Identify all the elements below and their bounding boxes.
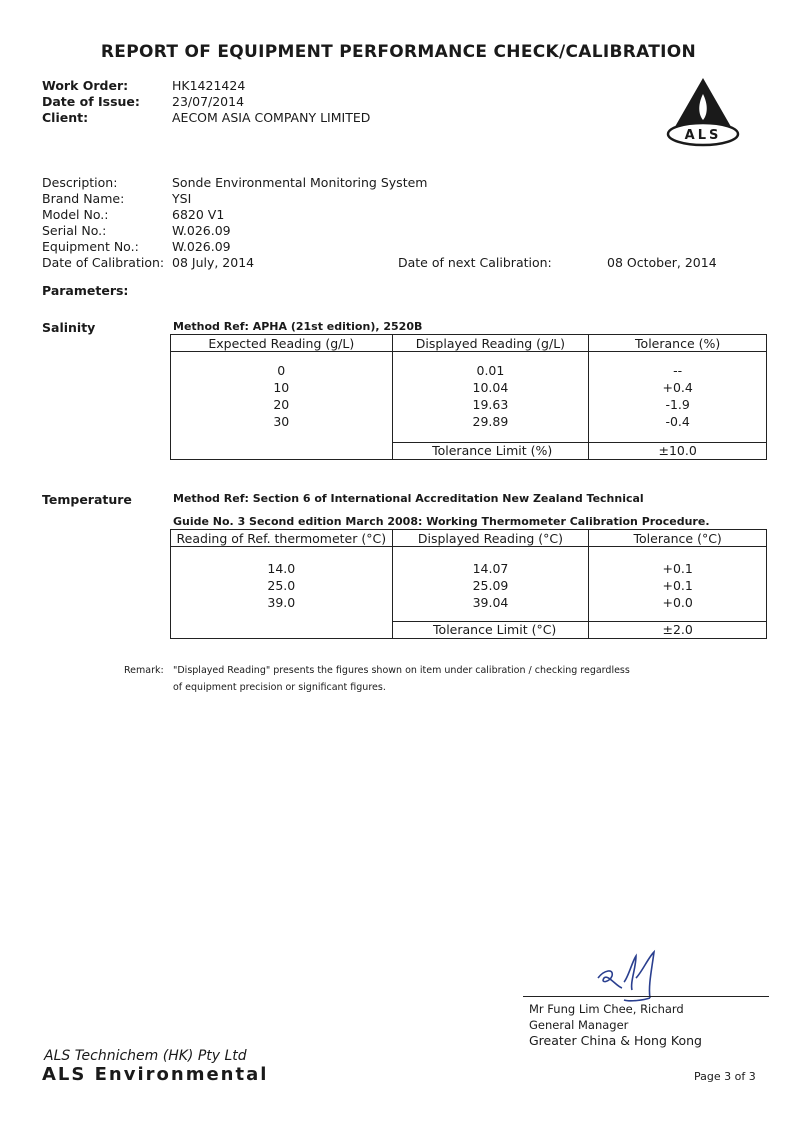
signatory-name: Mr Fung Lim Chee, Richard bbox=[529, 1002, 684, 1016]
tolerance-limit-value: ±10.0 bbox=[589, 442, 767, 459]
serial-value: W.026.09 bbox=[172, 223, 231, 238]
displayed-cell: 14.07 bbox=[392, 560, 589, 577]
brand-value: YSI bbox=[172, 191, 192, 206]
reference-cell: 25.0 bbox=[171, 577, 393, 594]
expected-cell: 0 bbox=[171, 362, 393, 379]
client-label: Client: bbox=[42, 110, 89, 125]
calibration-date-label: Date of Calibration: bbox=[42, 255, 165, 270]
signature-line bbox=[523, 996, 769, 997]
temperature-header-row bbox=[171, 530, 767, 547]
next-calibration-value: 08 October, 2014 bbox=[607, 255, 717, 270]
table-row bbox=[171, 396, 767, 413]
tolerance-cell: +0.1 bbox=[589, 560, 767, 577]
salinity-col-tolerance: Tolerance (%) bbox=[589, 335, 767, 352]
salinity-label: Salinity bbox=[42, 320, 96, 335]
equipment-no-label: Equipment No.: bbox=[42, 239, 139, 254]
table-row bbox=[171, 577, 767, 594]
als-logo bbox=[662, 74, 744, 148]
signatory-region: Greater China & Hong Kong bbox=[529, 1033, 702, 1048]
table-row bbox=[171, 379, 767, 396]
report-title: REPORT OF EQUIPMENT PERFORMANCE CHECK/CALIBRATION bbox=[100, 42, 697, 62]
temperature-tolerance-limit-row bbox=[171, 621, 767, 638]
brand-label: Brand Name: bbox=[42, 191, 125, 206]
salinity-col-displayed: Displayed Reading (g/L) bbox=[392, 335, 589, 352]
calibration-date-value: 08 July, 2014 bbox=[172, 255, 255, 270]
displayed-cell: 0.01 bbox=[392, 362, 589, 379]
logo-text: ALS bbox=[684, 128, 722, 143]
temperature-method-line2: Guide No. 3 Second edition March 2008: Working Thermometer Calibration Procedure. bbox=[173, 515, 710, 528]
footer-company: ALS Technichem (HK) Pty Ltd bbox=[44, 1048, 247, 1064]
work-order-label: Work Order: bbox=[42, 78, 129, 93]
next-calibration-label: Date of next Calibration: bbox=[398, 255, 552, 270]
salinity-header-row bbox=[171, 335, 767, 352]
tolerance-cell: -1.9 bbox=[589, 396, 767, 413]
model-label: Model No.: bbox=[42, 207, 109, 222]
tolerance-cell: +0.1 bbox=[589, 577, 767, 594]
footer-brand-logo: ALS Environmental bbox=[42, 1064, 269, 1085]
signatory-position: General Manager bbox=[529, 1018, 629, 1032]
displayed-cell: 29.89 bbox=[392, 413, 589, 430]
tolerance-cell: +0.0 bbox=[589, 594, 767, 611]
work-order-value: HK1421424 bbox=[172, 78, 246, 93]
salinity-table bbox=[170, 334, 767, 460]
table-row bbox=[171, 362, 767, 379]
date-of-issue-label: Date of Issue: bbox=[42, 94, 140, 109]
remark-line1: "Displayed Reading" presents the figures shown on item under calibration / checking regardless bbox=[173, 665, 630, 676]
expected-cell: 10 bbox=[171, 379, 393, 396]
temperature-col-displayed: Displayed Reading (°C) bbox=[392, 530, 589, 547]
client-value: AECOM ASIA COMPANY LIMITED bbox=[172, 110, 371, 125]
temperature-col-reference: Reading of Ref. thermometer (°C) bbox=[171, 530, 393, 547]
table-row bbox=[171, 560, 767, 577]
equipment-no-value: W.026.09 bbox=[172, 239, 231, 254]
page-number: Page 3 of 3 bbox=[694, 1070, 756, 1083]
tolerance-limit-label: Tolerance Limit (%) bbox=[392, 442, 589, 459]
salinity-col-expected: Expected Reading (g/L) bbox=[171, 335, 393, 352]
displayed-cell: 25.09 bbox=[392, 577, 589, 594]
displayed-cell: 10.04 bbox=[392, 379, 589, 396]
temperature-col-tolerance: Tolerance (°C) bbox=[589, 530, 767, 547]
remark-line2: of equipment precision or significant figures. bbox=[173, 682, 386, 693]
tolerance-cell: -0.4 bbox=[589, 413, 767, 430]
displayed-cell: 39.04 bbox=[392, 594, 589, 611]
tolerance-cell: +0.4 bbox=[589, 379, 767, 396]
table-row bbox=[171, 413, 767, 430]
temperature-table bbox=[170, 529, 767, 639]
serial-label: Serial No.: bbox=[42, 223, 107, 238]
tolerance-limit-label: Tolerance Limit (°C) bbox=[392, 621, 589, 638]
salinity-tolerance-limit-row bbox=[171, 442, 767, 459]
salinity-method: Method Ref: APHA (21st edition), 2520B bbox=[173, 320, 423, 333]
model-value: 6820 V1 bbox=[172, 207, 225, 222]
temperature-label: Temperature bbox=[42, 492, 132, 507]
table-row bbox=[171, 594, 767, 611]
displayed-cell: 19.63 bbox=[392, 396, 589, 413]
expected-cell: 30 bbox=[171, 413, 393, 430]
reference-cell: 39.0 bbox=[171, 594, 393, 611]
expected-cell: 20 bbox=[171, 396, 393, 413]
tolerance-cell: -- bbox=[589, 362, 767, 379]
reference-cell: 14.0 bbox=[171, 560, 393, 577]
remark-label: Remark: bbox=[124, 665, 164, 676]
parameters-label: Parameters: bbox=[42, 283, 129, 298]
date-of-issue-value: 23/07/2014 bbox=[172, 94, 245, 109]
tolerance-limit-value: ±2.0 bbox=[589, 621, 767, 638]
temperature-method-line1: Method Ref: Section 6 of International Accreditation New Zealand Technical bbox=[173, 492, 644, 505]
description-value: Sonde Environmental Monitoring System bbox=[172, 175, 428, 190]
description-label: Description: bbox=[42, 175, 118, 190]
